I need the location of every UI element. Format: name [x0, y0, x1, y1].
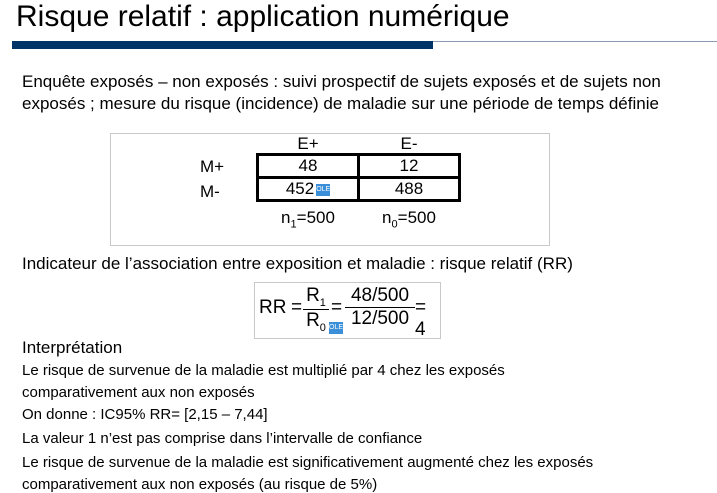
rr-formula	[254, 282, 441, 339]
cell-m-minus-e-plus	[258, 178, 359, 201]
ole-object-icon[interactable]: OLE	[316, 184, 330, 196]
title-divider-line	[433, 41, 717, 42]
formula-equals: =	[331, 297, 343, 318]
cell-m-plus-e-plus: 48	[258, 155, 359, 178]
contingency-table	[256, 153, 461, 202]
formula-lhs: RR	[259, 297, 287, 318]
fraction-values	[345, 285, 415, 330]
interpretation-line: Le risque de survenue de la maladie est significativement augmenté chez les exposés	[22, 454, 594, 471]
title-underline-bar	[12, 41, 433, 49]
cell-value: 452	[285, 179, 315, 198]
cell-m-plus-e-minus: 12	[359, 155, 460, 178]
formula-equals: =	[291, 297, 303, 318]
row-header-diseased: M+	[200, 157, 225, 176]
total-exposed: $n_1=500$	[281, 208, 335, 231]
denominator: $R_0$	[306, 309, 326, 334]
formula-result: = 4	[415, 297, 427, 340]
table-row	[258, 155, 460, 178]
interpretation-line: comparativement aux non exposés (au risque de 5%)	[22, 476, 378, 493]
interpretation-line: La valeur 1 n’est pas comprise dans l’intervalle de confiance	[22, 430, 423, 447]
total-unexposed: $n_0=500$	[382, 208, 436, 231]
row-header-not-diseased: M-	[200, 182, 220, 201]
intro-paragraph: Enquête exposés – non exposés : suivi prospectif de sujets exposés et de sujets non exposés ; mesure du risque (incidence) de maladie sur une période de temps définie	[22, 72, 661, 113]
col-header-exposed: E+	[297, 134, 319, 153]
denominator: 12/500	[350, 308, 410, 329]
interpretation-line: comparativement aux non exposés	[22, 384, 255, 401]
interpretation-heading: Interprétation	[22, 338, 123, 357]
indicator-text: Indicateur de l’association entre exposition et maladie : risque relatif (RR)	[22, 254, 573, 273]
numerator: 48/500	[345, 285, 415, 308]
cell-m-minus-e-minus: 488	[359, 178, 460, 201]
ole-object-icon[interactable]: OLE	[329, 322, 343, 334]
slide-title: Risque relatif : application numérique	[16, 0, 510, 33]
fraction-r1-r0	[303, 285, 329, 334]
interpretation-line: On donne : IC95% RR= [2,15 – 7,44]	[22, 406, 268, 423]
numerator: $R_1$	[303, 285, 329, 310]
col-header-unexposed: E-	[400, 134, 418, 153]
interpretation-line: Le risque de survenue de la maladie est multiplié par 4 chez les exposés	[22, 362, 505, 379]
table-row	[258, 178, 460, 201]
